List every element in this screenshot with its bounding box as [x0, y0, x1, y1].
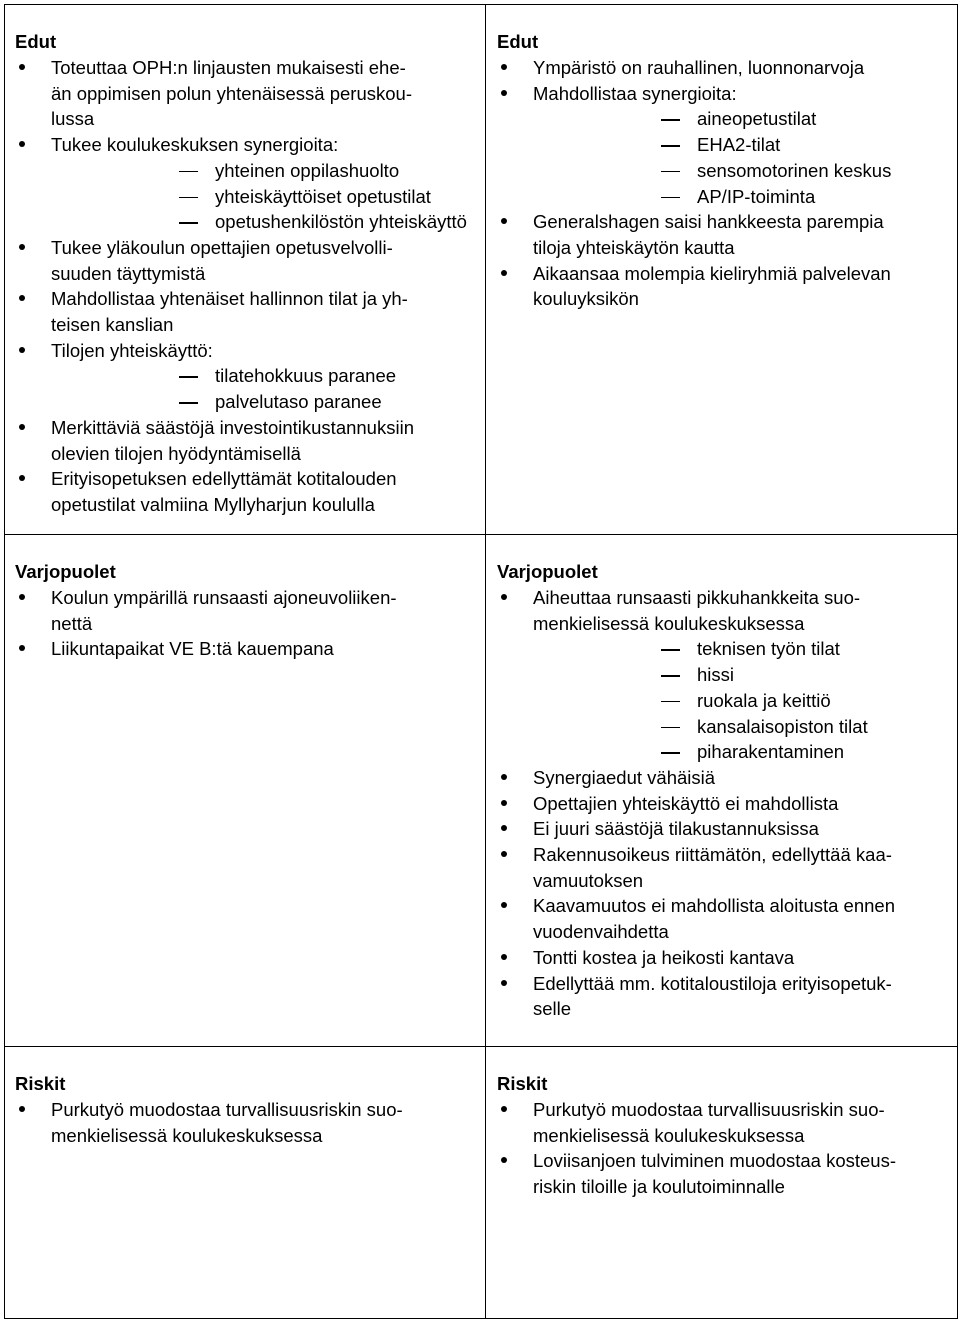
- bullet-list: [15, 55, 477, 518]
- item-text-line: teisen kanslian: [51, 314, 174, 336]
- item-text-line: Generalshagen saisi hankkeesta parempia: [533, 211, 884, 233]
- item-text-line: Edellyttää mm. kotitaloustiloja erityisopetuk-: [533, 972, 892, 994]
- sub-list-item: yhteinen oppilashuolto: [51, 158, 477, 184]
- item-text-line: Purkutyö muodostaa turvallisuusriskin suo-: [533, 1099, 885, 1120]
- cell-varjopuolet-left: [5, 535, 486, 1047]
- item-text-line: kouluyksikön: [533, 288, 639, 310]
- item-text-line: Kaavamuutos ei mahdollista aloitusta ennen: [533, 895, 896, 917]
- item-text-line: Ympäristö on rauhallinen, luonnonarvoja: [533, 57, 865, 78]
- item-text-line: tiloja yhteiskäytön kautta: [533, 236, 735, 258]
- section-heading: Edut: [15, 31, 57, 52]
- list-item: [15, 415, 477, 466]
- item-text-line: lussa: [51, 108, 95, 130]
- section-heading: Edut: [497, 31, 539, 52]
- item-text-line: olevien tilojen hyödyntämisellä: [51, 442, 301, 464]
- section-heading: Riskit: [15, 1073, 66, 1094]
- list-item: [497, 1097, 949, 1148]
- sub-list: [533, 636, 949, 765]
- cell-edut-left: [5, 5, 486, 535]
- item-text-line: Synergiaedut vähäisiä: [533, 766, 716, 788]
- item-text-line: än oppimisen polun yhtenäisessä peruskou-: [51, 82, 412, 104]
- item-text-line: Mahdollistaa synergioita:: [533, 82, 737, 104]
- item-text-line: nettä: [51, 612, 93, 634]
- bullet-list: [497, 1097, 949, 1200]
- item-text-line: Rakennusoikeus riittämätön, edellyttää kaa-: [533, 844, 892, 866]
- sub-list-item: kansalaisopiston tilat: [533, 714, 949, 740]
- sub-list-item: palvelutaso paranee: [51, 389, 477, 415]
- list-item: [15, 132, 477, 235]
- item-text-line: Aikaansaa molempia kieliryhmiä palvelevan: [533, 262, 891, 284]
- list-item: [497, 585, 949, 765]
- item-text-line: riskin tiloille ja koulutoiminnalle: [533, 1176, 785, 1198]
- list-item: [15, 1097, 477, 1148]
- list-item: [497, 81, 949, 210]
- list-item: [15, 585, 477, 636]
- bullet-list: [497, 55, 949, 312]
- list-item: [497, 1148, 949, 1199]
- cell-varjopuolet-right: [486, 535, 958, 1047]
- section: [5, 5, 485, 526]
- sub-list-item: ruokala ja keittiö: [533, 688, 949, 714]
- list-item: [497, 893, 949, 944]
- item-text-line: Erityisopetuksen edellyttämät kotitalouden: [51, 468, 397, 490]
- item-text-line: menkielisessä koulukeskuksessa: [533, 612, 805, 634]
- bullet-list: [15, 1097, 477, 1148]
- item-text-line: Loviisanjoen tulviminen muodostaa kosteus-: [533, 1150, 897, 1172]
- item-text-line: opetustilat valmiina Myllyharjun koululla: [51, 493, 375, 515]
- item-text-line: Koulun ympärillä runsaasti ajoneuvoliiken-: [51, 587, 397, 608]
- sub-list-item: AP/IP-toiminta: [533, 184, 949, 210]
- list-item: [15, 286, 477, 337]
- list-item: [497, 55, 949, 81]
- sub-list-item: sensomotorinen keskus: [533, 158, 949, 184]
- sub-list-item: hissi: [533, 662, 949, 688]
- item-text-line: Tontti kostea ja heikosti kantava: [533, 946, 795, 968]
- section: [486, 535, 957, 1030]
- item-text-line: menkielisessä koulukeskuksessa: [51, 1124, 323, 1146]
- item-text-line: Merkittäviä säästöjä investointikustannuksiin: [51, 416, 414, 438]
- section: [486, 5, 957, 320]
- sub-list: [533, 106, 949, 209]
- item-text-line: Tilojen yhteiskäyttö:: [51, 339, 213, 361]
- list-item: [497, 842, 949, 893]
- row-edut: [5, 5, 958, 535]
- item-text-line: Tukee koulukeskuksen synergioita:: [51, 134, 339, 156]
- sub-list-item: teknisen työn tilat: [533, 636, 949, 662]
- section: [5, 1047, 485, 1156]
- list-item: [15, 235, 477, 286]
- section: [5, 535, 485, 670]
- comparison-table: [4, 4, 958, 1319]
- item-text-line: Opettajien yhteiskäyttö ei mahdollista: [533, 792, 839, 814]
- list-item: [15, 55, 477, 132]
- section-heading: Riskit: [497, 1073, 548, 1094]
- cell-edut-right: [486, 5, 958, 535]
- row-riskit: [5, 1047, 958, 1319]
- sub-list-item: tilatehokkuus paranee: [51, 363, 477, 389]
- list-item: [497, 765, 949, 791]
- item-text-line: Tukee yläkoulun opettajien opetusvelvolli-: [51, 236, 393, 258]
- bullet-list: [15, 585, 477, 662]
- item-text-line: selle: [533, 998, 572, 1020]
- item-text-line: vamuutoksen: [533, 869, 644, 891]
- item-text-line: Aiheuttaa runsaasti pikkuhankkeita suo-: [533, 587, 861, 608]
- sub-list-item: EHA2-tilat: [533, 132, 949, 158]
- item-text-line: Liikuntapaikat VE B:tä kauempana: [51, 638, 334, 660]
- list-item: [497, 261, 949, 312]
- list-item: [15, 466, 477, 517]
- cell-riskit-right: [486, 1047, 958, 1319]
- item-text-line: Ei juuri säästöjä tilakustannuksissa: [533, 818, 819, 840]
- cell-riskit-left: [5, 1047, 486, 1319]
- sub-list-item: aineopetustilat: [533, 106, 949, 132]
- sub-list-item: piharakentaminen: [533, 739, 949, 765]
- item-text-line: vuodenvaihdetta: [533, 921, 669, 943]
- row-varjopuolet: [5, 535, 958, 1047]
- list-item: [15, 338, 477, 415]
- list-item: [497, 945, 949, 971]
- list-item: [497, 816, 949, 842]
- item-text-line: Toteuttaa OPH:n linjausten mukaisesti ehe-: [51, 57, 406, 78]
- sub-list: [51, 158, 477, 235]
- list-item: [497, 791, 949, 817]
- sub-list-item: yhteiskäyttöiset opetustilat: [51, 184, 477, 210]
- section: [486, 1047, 957, 1208]
- item-text-line: Mahdollistaa yhtenäiset hallinnon tilat ja yh-: [51, 288, 408, 310]
- item-text-line: menkielisessä koulukeskuksessa: [533, 1124, 805, 1146]
- item-text-line: Purkutyö muodostaa turvallisuusriskin suo-: [51, 1099, 403, 1120]
- list-item: [497, 209, 949, 260]
- sub-list-item: opetushenkilöstön yhteiskäyttö: [51, 209, 477, 235]
- sub-list: [51, 363, 477, 414]
- section-heading: Varjopuolet: [497, 561, 598, 582]
- section-heading: Varjopuolet: [15, 561, 116, 582]
- item-text-line: suuden täyttymistä: [51, 262, 206, 284]
- list-item: [15, 636, 477, 662]
- list-item: [497, 971, 949, 1022]
- bullet-list: [497, 585, 949, 1022]
